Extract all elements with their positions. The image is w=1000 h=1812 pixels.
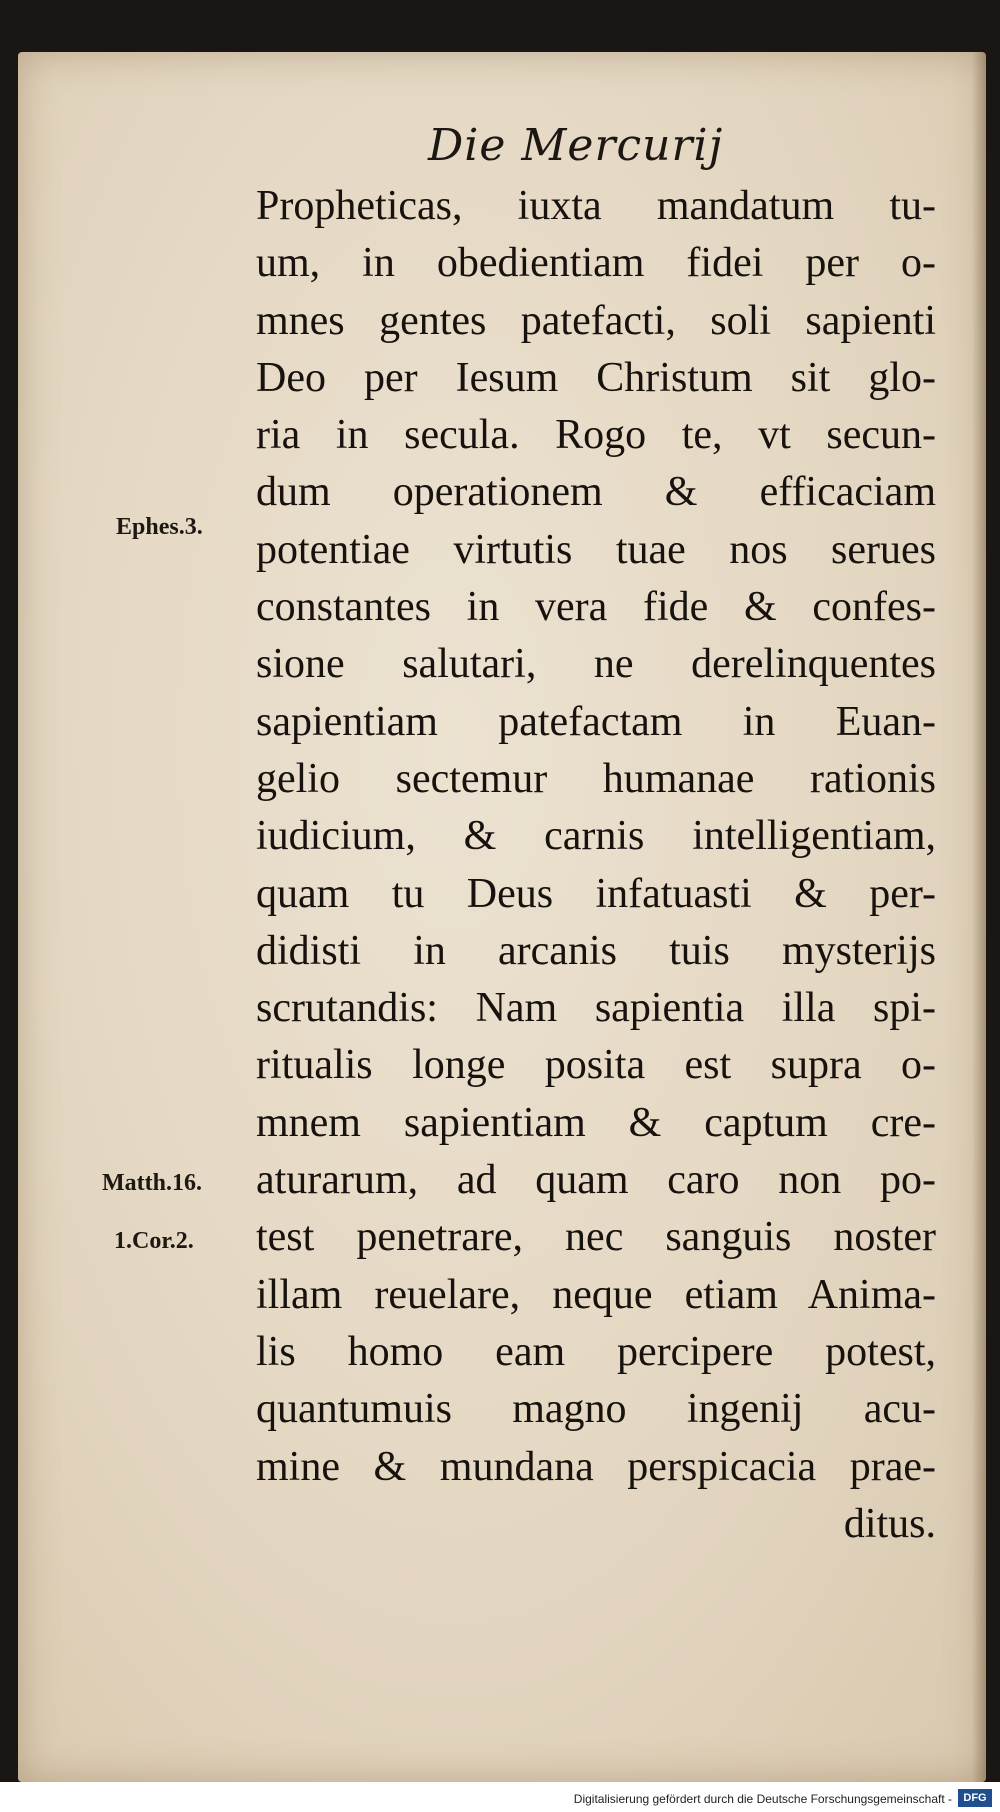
footer-credit: Digitalisierung gefördert durch die Deutsche Forschungsgemeinschaft - xyxy=(573,1792,952,1806)
footer-bar xyxy=(0,1782,1000,1812)
text-line: Deo per Iesum Christum sit glo- xyxy=(256,354,936,401)
text-line: potentiae virtutis tuae nos serues xyxy=(256,526,936,573)
dfg-logo-icon: DFG xyxy=(958,1789,992,1807)
text-line: mine & mundana perspicacia prae- xyxy=(256,1443,936,1490)
margin-note-matth: Matth.16. xyxy=(102,1170,202,1196)
margin-note-cor: 1.Cor.2. xyxy=(114,1228,194,1254)
text-line: didisti in arcanis tuis mysterijs xyxy=(256,927,936,974)
text-line: um, in obedientiam fidei per o- xyxy=(256,240,936,287)
text-line-catchword: ditus. xyxy=(843,1500,936,1547)
book-page xyxy=(18,52,986,1782)
text-line: ritualis longe posita est supra o- xyxy=(256,1042,936,1089)
text-line: quam tu Deus infatuasti & per- xyxy=(256,870,936,917)
margin-note-ephes: Ephes.3. xyxy=(116,514,203,540)
text-line: quantumuis magno ingenij acu- xyxy=(256,1386,936,1433)
text-line: dum operationem & efficaciam xyxy=(256,469,936,516)
text-line: illam reuelare, neque etiam Anima- xyxy=(256,1271,936,1318)
text-line: aturarum, ad quam caro non po- xyxy=(256,1157,936,1204)
text-line: Propheticas, iuxta mandatum tu- xyxy=(256,183,936,229)
text-line: scrutandis: Nam sapientia illa spi- xyxy=(256,985,936,1032)
text-line: gelio sectemur humanae rationis xyxy=(256,755,936,802)
text-line: lis homo eam percipere potest, xyxy=(256,1328,936,1375)
text-line: ria in secula. Rogo te, vt secun- xyxy=(256,412,936,459)
text-line: mnem sapientiam & captum cre- xyxy=(256,1099,936,1146)
running-head: Die Mercurij xyxy=(428,120,724,171)
text-line: constantes in vera fide & confes- xyxy=(256,584,936,631)
text-line: sapientiam patefactam in Euan- xyxy=(256,698,936,745)
body-text xyxy=(256,178,936,1553)
text-line: mnes gentes patefacti, soli sapienti xyxy=(256,297,936,344)
text-line: iudicium, & carnis intelligentiam, xyxy=(256,813,936,860)
text-line: sione salutari, ne derelinquentes xyxy=(256,641,936,688)
text-line: test penetrare, nec sanguis noster xyxy=(256,1214,936,1261)
